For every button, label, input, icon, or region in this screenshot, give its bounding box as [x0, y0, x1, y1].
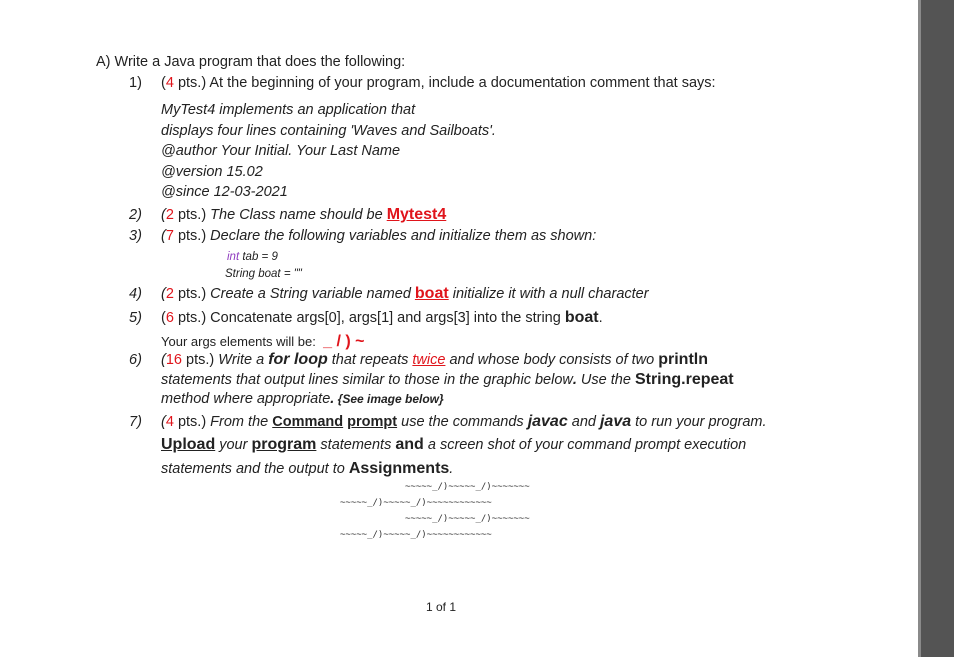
- vertical-scrollbar[interactable]: [918, 0, 954, 657]
- item-6-text-3: method where appropriate. {See image below}: [161, 391, 444, 407]
- item-7-text-1: (4 pts.) From the Command prompt use the commands javac and java to run your program.: [161, 413, 767, 430]
- boat-var: boat: [414, 285, 449, 302]
- item-5-number: 5): [129, 310, 142, 326]
- item-1-points: 4: [165, 75, 174, 91]
- heading: A) Write a Java program that does the following:: [96, 54, 406, 70]
- page-indicator: 1 of 1: [425, 600, 457, 614]
- code-line-1: int tab = 9: [227, 251, 278, 263]
- item-3-number: 3): [129, 228, 142, 244]
- args-value: _ / ) ~: [323, 333, 365, 350]
- code-line-2: String boat = "": [225, 268, 302, 280]
- item-2-text: (2 pts.) The Class name should be Mytest4: [161, 206, 447, 223]
- args-line: Your args elements will be: _ / ) ~: [161, 333, 365, 350]
- wave-line-2: ~~~~~_/)~~~~~_/)~~~~~~~~~~~~: [340, 498, 492, 508]
- item-7-text-2: Upload your program statements and a screen shot of your command prompt execution: [161, 436, 747, 453]
- doc-line-4: @version 15.02: [161, 164, 263, 180]
- item-4-number: 4): [129, 286, 142, 302]
- item-6-number: 6): [129, 352, 142, 368]
- doc-line-2: displays four lines containing 'Waves and Sailboats'.: [161, 123, 496, 139]
- item-7-text-3: statements and the output to Assignments.: [161, 460, 454, 477]
- doc-line-1: MyTest4 implements an application that: [161, 102, 416, 118]
- item-4-text: (2 pts.) Create a String variable named boat initialize it with a null character: [161, 285, 649, 302]
- item-1-text: (4 pts.) At the beginning of your program, include a documentation comment that says:: [161, 75, 716, 91]
- class-name: Mytest4: [386, 206, 447, 223]
- boat-var-2: boat: [564, 309, 599, 326]
- doc-line-5: @since 12-03-2021: [161, 184, 288, 200]
- item-1-number: 1): [129, 75, 142, 91]
- scrollbar-edge: [918, 0, 921, 657]
- wave-line-4: ~~~~~_/)~~~~~_/)~~~~~~~~~~~~: [340, 530, 492, 540]
- wave-line-3: ~~~~~_/)~~~~~_/)~~~~~~~: [405, 514, 530, 524]
- item-6-text-1: (16 pts.) Write a for loop that repeats twice and whose body consists of two println: [161, 351, 708, 368]
- item-6-text-2: statements that output lines similar to those in the graphic below. Use the String.repeat: [161, 371, 734, 388]
- wave-line-1: ~~~~~_/)~~~~~_/)~~~~~~~: [405, 482, 530, 492]
- doc-line-3: @author Your Initial. Your Last Name: [161, 143, 401, 159]
- item-7-number: 7): [129, 414, 142, 430]
- item-3-text: (7 pts.) Declare the following variables and initialize them as shown:: [161, 228, 597, 244]
- item-5-text: (6 pts.) Concatenate args[0], args[1] and args[3] into the string boat.: [161, 309, 603, 326]
- item-2-number: 2): [129, 207, 142, 223]
